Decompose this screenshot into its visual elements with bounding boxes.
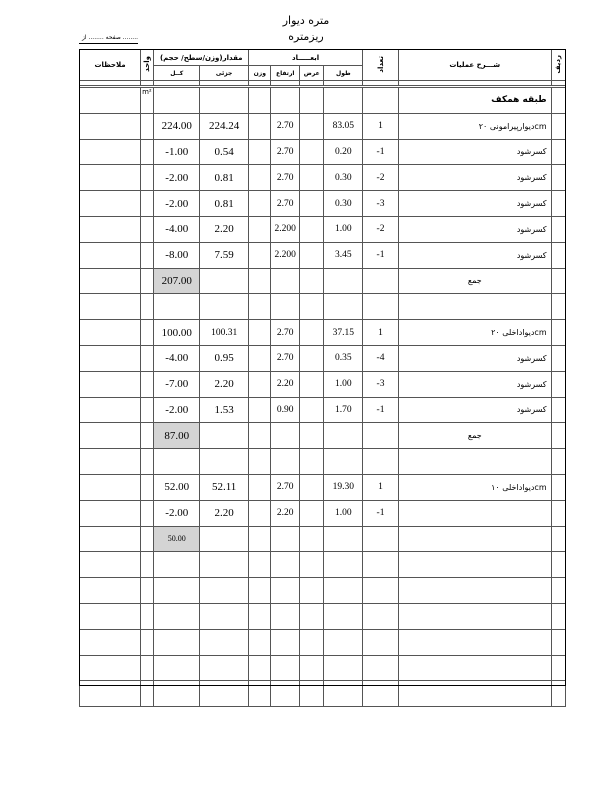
cell-partial: 0.81: [200, 191, 249, 217]
cell-total: -1.00: [154, 139, 200, 165]
cell-length: 0.20: [324, 139, 363, 165]
cell-height: 2.70: [271, 474, 300, 500]
col-height: ارتفاع: [271, 66, 300, 81]
cell-total: -2.00: [154, 165, 200, 191]
cell-count: -2: [363, 165, 399, 191]
col-notes: ملاحظات: [80, 50, 141, 81]
col-partial: جزئی: [200, 66, 249, 81]
cell-desc: دیواداخلی ۱۰cm: [398, 474, 551, 500]
cell-height: 2.200: [271, 242, 300, 268]
cell-desc: دیواداخلی ۲۰cm: [398, 320, 551, 346]
cell-height: 2.70: [271, 139, 300, 165]
cell-desc: کسرشود: [398, 242, 551, 268]
cell-height: 2.70: [271, 320, 300, 346]
cell-desc: طبقه همکف: [398, 87, 551, 114]
cell-length: 37.15: [324, 320, 363, 346]
cell-partial: 1.53: [200, 397, 249, 423]
cell-partial: 100.31: [200, 320, 249, 346]
cell-count: 1: [363, 320, 399, 346]
cell-partial: 7.59: [200, 242, 249, 268]
cell-partial: 0.95: [200, 345, 249, 371]
cell-total: 100.00: [154, 320, 200, 346]
col-description: شـــرح عملیات: [398, 50, 551, 81]
col-unit-label: واحد: [143, 56, 152, 72]
col-length: طول: [324, 66, 363, 81]
cell-desc: کسرشود: [398, 216, 551, 242]
cell-height: 2.70: [271, 191, 300, 217]
cell-partial: 2.20: [200, 371, 249, 397]
col-quantity-group: مقدار(وزن/سطح/ حجم): [154, 50, 249, 66]
cell-length: 1.70: [324, 397, 363, 423]
cell-total: -7.00: [154, 371, 200, 397]
col-width: عرض: [300, 66, 324, 81]
cell-length: 1.00: [324, 371, 363, 397]
cell-total: 52.00: [154, 474, 200, 500]
col-weight: وزن: [249, 66, 271, 81]
cell-total: 50.00: [154, 526, 200, 552]
cell-height: 2.20: [271, 500, 300, 526]
cell-total: 87.00: [154, 423, 200, 449]
cell-length: 83.05: [324, 113, 363, 139]
page-number-label: صفحه ........ از ........: [82, 34, 139, 41]
cell-total: -2.00: [154, 397, 200, 423]
cell-height: 2.70: [271, 345, 300, 371]
cell-length: 0.30: [324, 165, 363, 191]
cell-total: 224.00: [154, 113, 200, 139]
cell-count: -1: [363, 500, 399, 526]
col-dimensions-group: ابعـــــاد: [249, 50, 363, 66]
cell-desc: دیوارپیرامونی ۲۰cm: [398, 113, 551, 139]
cell-unit: m²: [141, 87, 154, 114]
cell-length: 1.00: [324, 500, 363, 526]
cell-partial: 52.11: [200, 474, 249, 500]
cell-total: 207.00: [154, 268, 200, 294]
cell-total: -2.00: [154, 500, 200, 526]
cell-count: -1: [363, 397, 399, 423]
cell-length: 3.45: [324, 242, 363, 268]
cell-total: -4.00: [154, 216, 200, 242]
cell-partial: 0.81: [200, 165, 249, 191]
cell-height: 2.200: [271, 216, 300, 242]
cell-partial: 224.24: [200, 113, 249, 139]
cell-total: -4.00: [154, 345, 200, 371]
cell-height: 2.70: [271, 165, 300, 191]
cell-desc: کسرشود: [398, 191, 551, 217]
cell-count: -3: [363, 371, 399, 397]
sheet-border: [79, 49, 566, 686]
page-number-underline: [79, 43, 138, 44]
page-title: متره دیوار: [282, 14, 330, 27]
cell-length: 1.00: [324, 216, 363, 242]
cell-count: -1: [363, 139, 399, 165]
cell-desc: کسرشود: [398, 139, 551, 165]
cell-height: 2.20: [271, 371, 300, 397]
cell-desc: کسرشود: [398, 165, 551, 191]
cell-length: 0.35: [324, 345, 363, 371]
cell-total: -2.00: [154, 191, 200, 217]
cell-count: -4: [363, 345, 399, 371]
cell-partial: 0.54: [200, 139, 249, 165]
cell-count: 1: [363, 113, 399, 139]
col-total: کــل: [154, 66, 200, 81]
cell-partial: 2.20: [200, 500, 249, 526]
cell-total: -8.00: [154, 242, 200, 268]
cell-height: 0.90: [271, 397, 300, 423]
col-count-label: تعداد: [376, 55, 385, 73]
cell-partial: 2.20: [200, 216, 249, 242]
cell-desc: جمع: [398, 268, 551, 294]
cell-count: -3: [363, 191, 399, 217]
cell-length: 19.30: [324, 474, 363, 500]
cell-count: -2: [363, 216, 399, 242]
cell-count: 1: [363, 474, 399, 500]
cell-height: 2.70: [271, 113, 300, 139]
cell-count: -1: [363, 242, 399, 268]
cell-desc: جمع: [398, 423, 551, 449]
cell-desc: کسرشود: [398, 371, 551, 397]
cell-desc: کسرشود: [398, 397, 551, 423]
col-row-no-label: ردیف: [554, 54, 563, 74]
page-subtitle: ریزمتره: [288, 30, 324, 43]
cell-length: 0.30: [324, 191, 363, 217]
cell-desc: کسرشود: [398, 345, 551, 371]
